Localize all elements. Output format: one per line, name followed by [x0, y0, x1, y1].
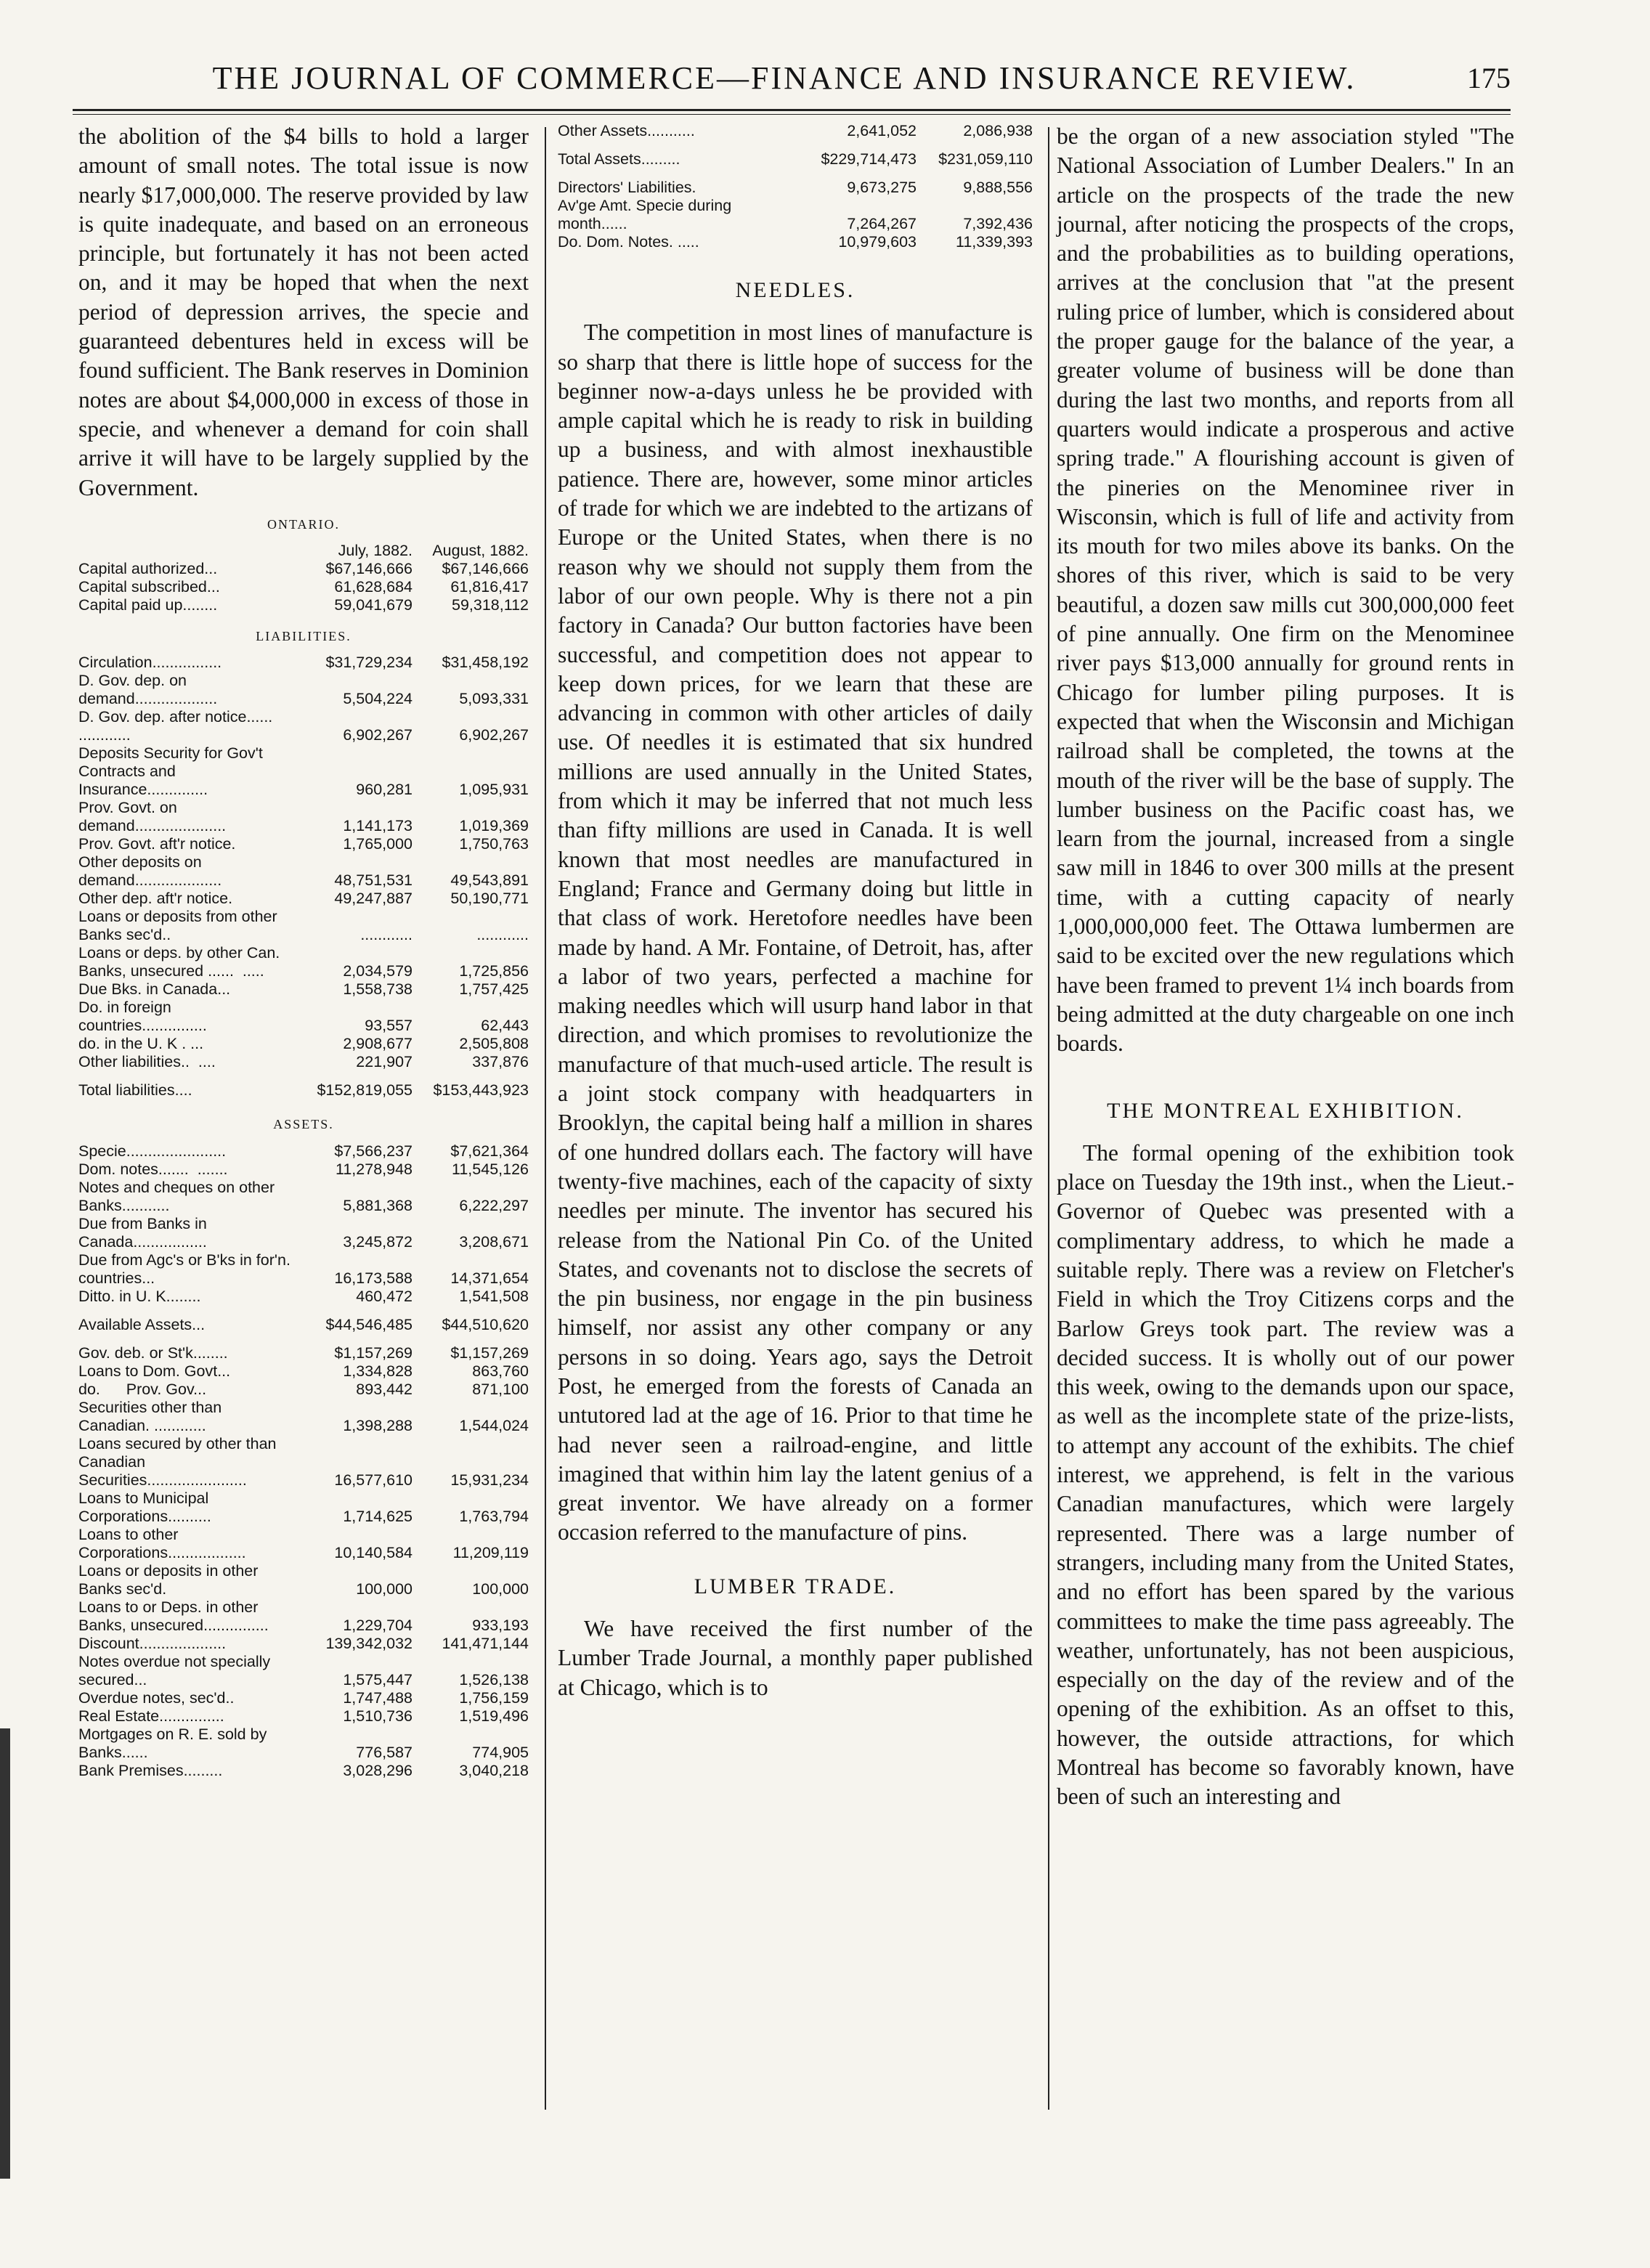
row-label: Other Assets...........: [558, 122, 695, 139]
row-label: Ditto. in U. K........: [78, 1287, 201, 1305]
row-label: Capital subscribed...: [78, 578, 220, 596]
row-july: 960,281: [356, 781, 412, 799]
row-august: $31,458,192: [442, 654, 529, 672]
row-label: Prov. Govt. aft'r notice.: [78, 835, 236, 853]
table-row: [78, 1399, 529, 1435]
row-july: 1,334,828: [343, 1362, 412, 1380]
row-july: 139,342,032: [325, 1634, 412, 1652]
row-august: $1,157,269: [450, 1344, 529, 1362]
banking-paragraph: the abolition of the $4 bills to hold a larger amount of small notes. The total issue is now nearly $17,000,000. The reserve provided by law is quite inadequate, and based on an erroneous principle, but fortunately it has not been acted on, and it may be hoped that when the next period of depression arrives, the specie and guaranteed debentures held in excess will be found sufficient. The Bank reserves in Dominion notes are about $4,000,000 in excess of those in specie, and whenever a demand for coin shall arrive it will have to be largely supplied by the Government.: [78, 123, 529, 500]
table-row: [78, 1035, 529, 1053]
row-august: 337,876: [472, 1053, 529, 1071]
row-label: Loans to Dom. Govt...: [78, 1362, 231, 1380]
row-august: 11,209,119: [452, 1543, 529, 1561]
row-august: 933,193: [472, 1616, 529, 1634]
row-july: 776,587: [356, 1743, 412, 1761]
column-3: [1057, 122, 1514, 1812]
row-august: 1,750,763: [459, 835, 529, 853]
assets-table: [78, 1142, 529, 1780]
row-july: 1,398,288: [343, 1416, 412, 1434]
row-label: Av'ge Amt. Specie during month......: [558, 197, 736, 232]
table-row: [78, 1381, 529, 1399]
row-august: 3,208,671: [459, 1232, 529, 1251]
row-label: Due Bks. in Canada...: [78, 980, 231, 999]
table-row: [78, 1179, 529, 1215]
row-label: Bank Premises.........: [78, 1761, 223, 1779]
column-2: [558, 122, 1033, 1702]
row-august: 141,471,144: [442, 1634, 529, 1652]
table-row: [78, 1362, 529, 1381]
row-july: 59,041,679: [334, 596, 412, 614]
table-row: [78, 1251, 529, 1288]
table-row: [78, 835, 529, 853]
table-row: [78, 1598, 529, 1635]
row-label: Other dep. aft'r notice.: [78, 890, 233, 908]
row-august: 1,544,024: [459, 1416, 529, 1434]
row-label: Other liabilities.. ....: [78, 1053, 216, 1071]
table-row: [78, 1562, 529, 1598]
row-july: 2,034,579: [343, 962, 412, 980]
row-label: Loans to Municipal Corporations..........: [78, 1489, 214, 1525]
row-label: Discount....................: [78, 1634, 227, 1652]
table-row: [78, 1288, 529, 1306]
row-august: 11,339,393: [955, 233, 1033, 251]
row-label: Real Estate...............: [78, 1707, 224, 1725]
row-label: D. Gov. dep. after notice...... ............: [78, 708, 282, 744]
row-label: Capital paid up........: [78, 596, 218, 614]
ontario-capital-table: [78, 542, 529, 614]
row-july: $1,157,269: [334, 1344, 412, 1362]
row-july: 16,577,610: [334, 1471, 412, 1489]
row-august: $231,059,110: [938, 150, 1033, 168]
montreal-article: The formal opening of the exhibition took place on Tuesday the 19th inst., when the Lieut.-Governor of Quebec was presented with a complimentary address, to which he made a suitable reply. There was a review on Fletcher's Field in which the Troy Citizens corps and the Barlow Greys took part. The review was a decided success. It is wholly out of our power this week, owing to the demands upon our space, as well as the incomplete state of the prize-lists, to attempt any account of the exhibits. The chief interest, we apprehend, is felt in the various Canadian manufactures, which were largely represented. There was a large number of strangers, including many from the United States, and no effort has been spared by the various committees to make the time pass agreeably. The weather, unfortunately, has not been auspicious, especially on the day of the review and of the opening of the exhibition. As an offset to this, however, the outside attractions, for which Montreal has become so favorably known, have been of such an interesting and: [1057, 1139, 1514, 1810]
table-row: [78, 853, 529, 890]
row-august: 7,392,436: [963, 215, 1033, 232]
row-july: 10,979,603: [838, 233, 917, 251]
row-july: $31,729,234: [325, 654, 412, 672]
row-july: 48,751,531: [334, 871, 412, 890]
row-label: Prov. Govt. on demand.....................: [78, 799, 227, 835]
row-august: 871,100: [472, 1380, 529, 1398]
row-label: Gov. deb. or St'k........: [78, 1344, 228, 1362]
row-label: Specie.......................: [78, 1142, 227, 1160]
row-august: 1,095,931: [459, 781, 529, 799]
row-label: Dom. notes....... .......: [78, 1160, 228, 1178]
row-august: 100,000: [472, 1580, 529, 1598]
row-august: 50,190,771: [450, 890, 529, 908]
table-row: [78, 908, 529, 944]
row-august: 1,757,425: [459, 980, 529, 999]
row-july: 10,140,584: [334, 1543, 412, 1561]
row-july: 49,247,887: [334, 890, 412, 908]
running-title: THE JOURNAL OF COMMERCE—FINANCE AND INSURANCE REVIEW.: [212, 60, 1357, 96]
row-august: $44,510,620: [442, 1315, 529, 1333]
table-row: [78, 890, 529, 908]
row-label: Circulation................: [78, 654, 222, 672]
total-assets-row: [558, 140, 1033, 179]
table-row: [78, 672, 529, 708]
row-label: Available Assets...: [78, 1315, 206, 1333]
row-july: 1,765,000: [343, 835, 412, 853]
row-july: $229,714,473: [821, 150, 917, 168]
row-label: Securities other than Canadian. ............: [78, 1398, 227, 1434]
row-label: Loans or deps. by other Can. Banks, unsecured ...... .....: [78, 944, 285, 980]
table-head-row: [78, 542, 529, 560]
assets-continued-table: [558, 122, 1033, 251]
row-august: ............: [476, 926, 529, 944]
row-august: 62,443: [481, 1017, 529, 1035]
row-july: 6,902,267: [343, 726, 412, 744]
row-august: 2,505,808: [459, 1035, 529, 1053]
table-row: [78, 1161, 529, 1179]
table-row: [78, 1726, 529, 1762]
row-label: Loans or deposits in other Banks sec'd.: [78, 1561, 263, 1598]
ontario-title: ONTARIO.: [267, 516, 341, 532]
row-august: 1,763,794: [459, 1507, 529, 1525]
row-label: Notes overdue not specially secured...: [78, 1652, 275, 1688]
row-august: 774,905: [472, 1743, 529, 1761]
row-july: 2,908,677: [343, 1035, 412, 1053]
available-assets-row: [78, 1306, 529, 1344]
page-number: 175: [1467, 62, 1511, 94]
row-july: 93,557: [365, 1017, 412, 1035]
table-row: [558, 233, 1033, 251]
row-label: Loans secured by other than Canadian Securities.......................: [78, 1434, 281, 1489]
row-label: do. in the U. K . ...: [78, 1035, 204, 1053]
row-august: 6,222,297: [459, 1196, 529, 1214]
montreal-heading: THE MONTREAL EXHIBITION.: [1107, 1098, 1464, 1123]
table-row: [558, 179, 1033, 197]
row-label: do. Prov. Gov...: [78, 1380, 207, 1398]
row-august: 1,519,496: [459, 1707, 529, 1725]
table-row: [78, 578, 529, 596]
row-label: Mortgages on R. E. sold by Banks......: [78, 1725, 272, 1761]
binding-mark: [0, 1728, 10, 2179]
table-row: [78, 1489, 529, 1526]
row-august: 14,371,654: [450, 1269, 529, 1287]
row-august: 15,931,234: [450, 1471, 529, 1489]
table-row: [78, 1344, 529, 1362]
row-july: 11,278,948: [335, 1160, 412, 1178]
table-row: [78, 560, 529, 578]
row-label: Other deposits on demand....................: [78, 853, 222, 890]
header-rule: [73, 109, 1511, 111]
table-row: [78, 1435, 529, 1489]
column-divider-1: [545, 127, 546, 2110]
row-august: 1,541,508: [459, 1287, 529, 1305]
row-july: 1,558,738: [343, 980, 412, 999]
row-august: 6,902,267: [459, 726, 529, 744]
lumber-article-continued: be the organ of a new association styled "The National Association of Lumber Dealers." In an article on the prospects of the trade the new journal, after noticing the prospects of the crops, and the probabilities as to building operations, arrives at the conclusion that "at the present ruling price of lumber, which is considered about the proper gauge for the balance of the year, a greater volume of business will be done than during the last two months, and reports from all quarters would indicate a prosperous and active spring trade." A flourishing account is given of the pineries on the Menominee river in Wisconsin, which is full of life and activity from its mouth for two miles above its banks. On the shores of this river, which is said to be very beautiful, a dozen saw mills cut 300,000,000 feet of pine annually. One firm on the Menominee river pays $13,000 annually for ground rents in Chicago for lumber piling purposes. It is expected that when the Wisconsin and Michigan railroad shall be completed, the towns at the mouth of the river will be the base of supply. The lumber business on the Pacific coast has, we learn from the journal, increased from a single saw mill in 1846 to over 300 mills at the present time, with a cutting capacity of nearly 1,000,000,000 feet. The Ottawa lumbermen are said to be excited over the new regulations which have been framed to prevent 1¼ inch boards from being admitted at the duty chargeable on one inch boards.: [1057, 123, 1514, 1057]
row-label: Do. Dom. Notes. .....: [558, 233, 699, 251]
total-liabilities-row: [78, 1071, 529, 1110]
row-july: ............: [360, 926, 412, 944]
column-1: [78, 122, 529, 1780]
row-august: 59,318,112: [451, 596, 529, 614]
row-july: 1,510,736: [343, 1707, 412, 1725]
row-july: $67,146,666: [325, 560, 412, 578]
table-row: [78, 1762, 529, 1780]
page-header: [58, 57, 1511, 100]
row-july: 1,575,447: [343, 1670, 412, 1688]
table-row: [78, 999, 529, 1035]
row-label: Capital authorized...: [78, 560, 218, 578]
table-row: [78, 980, 529, 999]
row-july: $7,566,237: [334, 1142, 412, 1160]
row-label: Notes and cheques on other Banks...........: [78, 1178, 280, 1214]
table-row: [78, 744, 529, 799]
table-row: [78, 1526, 529, 1562]
row-july: 893,442: [356, 1380, 412, 1398]
row-july: 16,173,588: [334, 1269, 412, 1287]
needles-article: The competition in most lines of manufacture is so sharp that there is little hope of success for the beginner now-a-days unless he be provided with ample capital which he is ready to risk in building up a business, and with almost inexhaustible patience. There are, however, some minor articles of trade for which we are indebted to the artizans of Europe or the United States, when there is no reason why we should not supply them from the labor of our own people. Why is there not a pin factory in Canada? Our button factories have been successful, and competition does not appear to keep down prices, for we learn that these are advancing in common with other articles of daily use. Of needles it is estimated that six hundred millions are used annually in the United States, from which it may be inferred that not much less than fifty millions are used in Canada. It is well known that most needles are manufactured in England; France and Germany doing but little in that class of work. Heretofore needles have been made by hand. A Mr. Fontaine, of Detroit, has, after a labor of two years, perfected a machine for making needles which will usurp hand labor in that direction, and which promises to revolutionize the manufacture of that much-used article. The result is a joint stock company with headquarters in Brooklyn, the capital being half a million in shares of one hundred dollars each. The factory will have twenty-five machines, each of the capacity of sixty needles per minute. The inventor has secured his release from the National Pin Co. of the United States, and covenants not to disclose the secrets of the pin business, nor engage in the pin business himself, nor assist any other company or any persons in so doing. Years ago, says the Detroit Post, he emerged from the forests of Canada an untutored lad at the age of 16. Prior to that time he had never seen a railroad-engine, and little imagined that within him lay the latent genius of a great inventor. We have already on a former occasion referred to the manufacture of pins.: [558, 320, 1033, 1545]
row-july: 61,628,684: [334, 578, 412, 596]
row-august: 61,816,417: [450, 578, 529, 596]
row-july: 5,881,368: [343, 1196, 412, 1214]
row-august: $67,146,666: [442, 560, 529, 578]
row-july: 221,907: [356, 1053, 412, 1071]
row-label: Loans or deposits from other Banks sec'd..: [78, 908, 282, 944]
row-august: 1,526,138: [459, 1670, 529, 1688]
row-august: 9,888,556: [963, 179, 1033, 196]
row-july: 460,472: [356, 1287, 412, 1305]
row-label: Due from Agc's or B'ks in for'n. countries...: [78, 1251, 295, 1287]
table-row: [558, 122, 1033, 140]
lumber-heading: LUMBER TRADE.: [694, 1574, 897, 1598]
row-august: $153,443,923: [433, 1081, 529, 1100]
table-row: [78, 654, 529, 672]
row-july: 2,641,052: [847, 122, 917, 139]
row-july: 1,141,173: [343, 817, 412, 835]
row-august: 3,040,218: [459, 1761, 529, 1779]
row-august: 11,545,126: [451, 1160, 529, 1178]
liabilities-title: LIABILITIES.: [256, 629, 351, 644]
row-label: Loans to or Deps. in other Banks, unsecured...............: [78, 1598, 269, 1634]
row-july: 5,504,224: [343, 690, 412, 708]
table-row: [78, 944, 529, 980]
liabilities-table: [78, 654, 529, 1110]
row-july: 7,264,267: [847, 215, 917, 232]
row-label: D. Gov. dep. on demand...................: [78, 672, 218, 708]
row-label: Loans to other Corporations..................: [78, 1525, 246, 1561]
col-head-august: August, 1882.: [432, 542, 529, 560]
table-row: [78, 1653, 529, 1689]
table-row: [558, 197, 1033, 233]
row-july: 1,714,625: [343, 1507, 412, 1525]
table-row: [78, 1142, 529, 1161]
row-july: $152,819,055: [317, 1081, 412, 1100]
row-august: 1,725,856: [459, 962, 529, 980]
header-rule-thin: [73, 114, 1511, 115]
table-row: [78, 1707, 529, 1726]
row-label: Do. in foreign countries...............: [78, 999, 207, 1035]
table-row: [78, 596, 529, 614]
table-row: [78, 1635, 529, 1653]
lumber-article-start: We have received the first number of the Lumber Trade Journal, a monthly paper published at Chicago, which is to: [558, 1616, 1033, 1700]
row-august: 5,093,331: [459, 690, 529, 708]
table-row: [78, 799, 529, 835]
row-august: 1,756,159: [459, 1688, 529, 1707]
row-july: 1,229,704: [343, 1616, 412, 1634]
table-row: [78, 708, 529, 744]
row-august: 49,543,891: [450, 871, 529, 890]
row-label: Deposits Security for Gov't Contracts and Insurance..............: [78, 744, 267, 799]
row-july: 3,245,872: [343, 1232, 412, 1251]
row-august: $7,621,364: [450, 1142, 529, 1160]
row-july: 3,028,296: [343, 1761, 412, 1779]
col-head-july: July, 1882.: [338, 542, 412, 560]
table-row: [78, 1689, 529, 1707]
table-row: [78, 1215, 529, 1251]
row-label: Overdue notes, sec'd..: [78, 1688, 235, 1707]
row-july: $44,546,485: [325, 1315, 412, 1333]
row-label: Total Assets.........: [558, 150, 680, 168]
row-label: Directors' Liabilities.: [558, 179, 696, 196]
row-july: 9,673,275: [847, 179, 917, 196]
row-july: 100,000: [356, 1580, 412, 1598]
row-august: 863,760: [472, 1362, 529, 1380]
column-divider-2: [1048, 127, 1049, 2110]
row-july: 1,747,488: [343, 1688, 412, 1707]
needles-heading: NEEDLES.: [735, 278, 856, 302]
row-label: Total liabilities....: [78, 1081, 192, 1100]
row-label: Due from Banks in Canada.................: [78, 1214, 211, 1251]
assets-title: ASSETS.: [273, 1117, 334, 1132]
row-august: 2,086,938: [963, 122, 1033, 139]
row-august: 1,019,369: [459, 817, 529, 835]
table-row: [78, 1053, 529, 1071]
